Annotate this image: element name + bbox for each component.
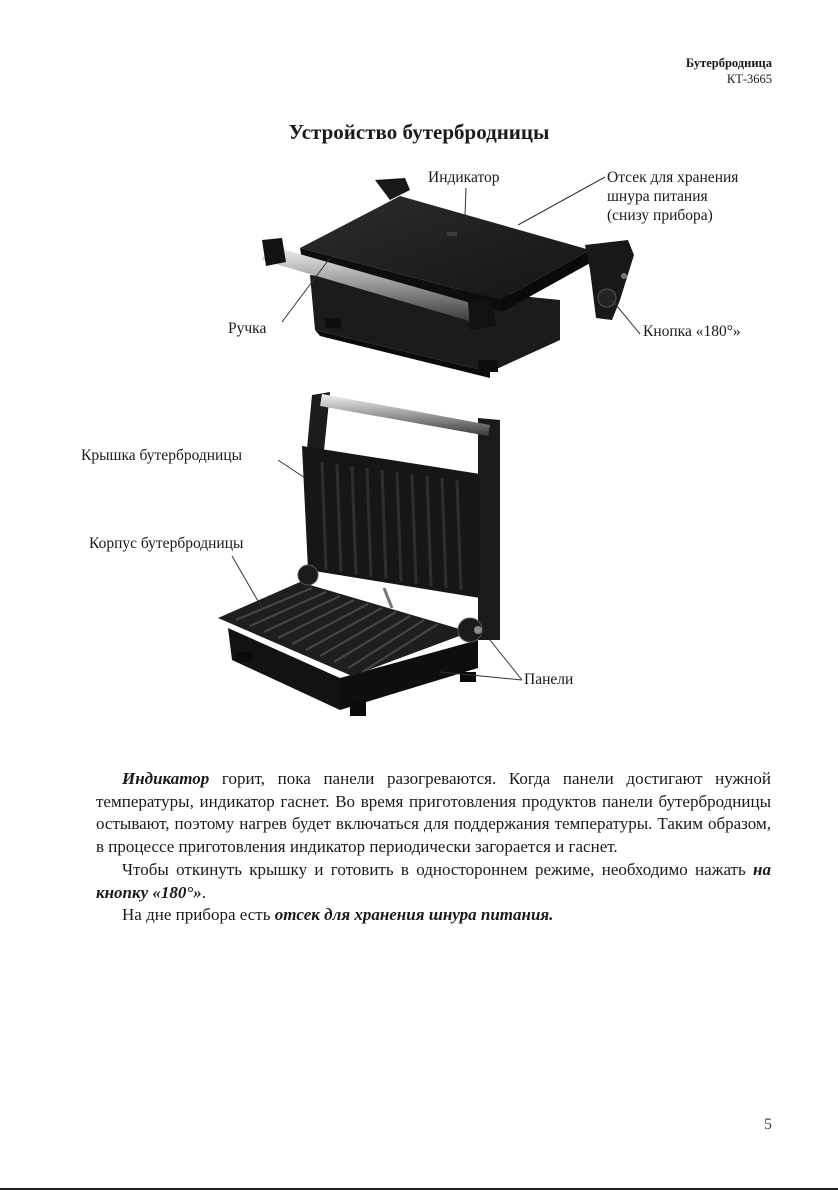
- label-handle: Ручка: [228, 320, 267, 337]
- header-model: КТ-3665: [726, 72, 772, 86]
- term-button-180: на кнопку «180°»: [96, 859, 771, 902]
- page-title: Устройство бутербродницы: [288, 120, 550, 144]
- page-number: 5: [764, 1116, 772, 1133]
- label-cord-storage-1: Отсек для хранения: [607, 169, 739, 186]
- label-panels: Панели: [524, 671, 574, 688]
- body-text: [96, 768, 771, 927]
- bottom-rule: [0, 1188, 838, 1190]
- paragraph-button-start: Чтобы откинуть крышку и готовить в одностороннем режиме, необходимо нажать: [122, 859, 754, 879]
- closed-grill-illustration: [262, 178, 634, 378]
- label-cord-storage-2: шнура питания: [607, 188, 708, 205]
- paragraph-cord-start: На дне прибора есть: [122, 905, 275, 925]
- term-cord-storage: отсек для хранения шнура питания.: [274, 905, 554, 925]
- header-title: Бутербродница: [685, 56, 772, 70]
- paragraph-button: [96, 859, 771, 904]
- label-cord-storage-3: (снизу прибора): [607, 207, 713, 224]
- label-body: Корпус бутербродницы: [89, 535, 244, 552]
- paragraph-button-end: .: [201, 882, 206, 902]
- open-grill-illustration: [218, 392, 500, 716]
- paragraph-indicator: [96, 768, 771, 859]
- term-indicator: Индикатор: [122, 769, 210, 788]
- paragraph-cord: [96, 904, 771, 927]
- label-button-180: Кнопка «180°»: [643, 323, 741, 340]
- label-indicator: Индикатор: [428, 169, 500, 186]
- label-lid: Крышка бутербродницы: [81, 447, 243, 464]
- paragraph-indicator-text: горит, пока панели разогреваются. Когда панели достигают нужной температуры, индикатор гаснет. Во время приготовления продуктов панели бутербродницы остывают, поэтому нагрев будет включаться для поддержания температуры. Таким образом, в процессе приготовления индикатор периодически загорается и гаснет.: [96, 769, 771, 857]
